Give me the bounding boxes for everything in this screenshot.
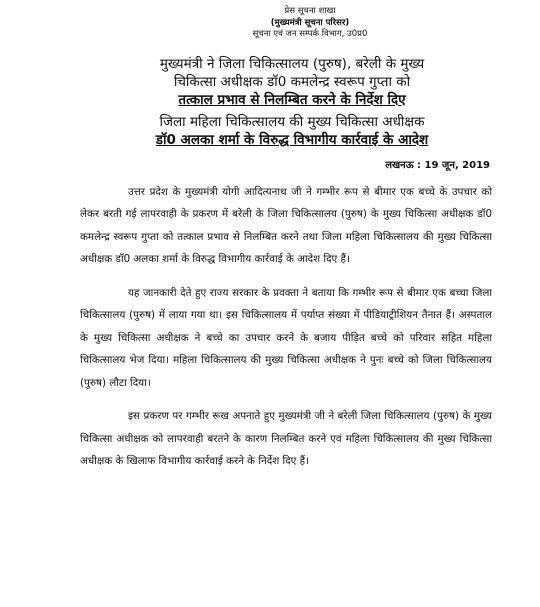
body-paragraph-1: उत्तर प्रदेश के मुख्यमंत्री योगी आदित्यनाथ जी ने गम्भीर रूप से बीमार एक बच्चे के उपचार को लेकर बरती गई लापरवाही के प्रकरण में बरेली के जिला चिकित्सालय (पुरुष) के मुख्य चिकित्सा अधीक्षक डॉ0 कमलेन्द्र स्वरूप गुप्ता को तत्काल प्रभाव से निलम्बित करने तथा जिला महिला चिकित्सालय की मुख्य चिकित्सा अधीक्षक डॉ0 अलका शर्मा के विरुद्ध विभागीय कार्रवाई के आदेश दिए हैं। — [80, 185, 492, 265]
letterhead-office: (मुख्यमंत्री सूचना परिसर) — [270, 17, 350, 28]
headline-line-2: चिकित्सा अधीक्षक डॉ0 कमलेन्द्र स्वरूप गुप्ता को — [173, 73, 411, 90]
subheadline — [62, 113, 522, 149]
headline-line-3: तत्काल प्रभाव से निलम्बित करने के निर्देश दिए — [178, 91, 406, 108]
headline — [62, 55, 522, 109]
letterhead — [110, 6, 510, 41]
dateline: लखनऊ : 19 जून, 2019 — [385, 159, 490, 171]
subheadline-line-2: डॉ0 अलका शर्मा के विरुद्ध विभागीय कार्रवाई के आदेश — [155, 131, 429, 148]
body-paragraph-3: इस प्रकरण पर गम्भीर रूख अपनाते हुए मुख्यमंत्री जी ने बरेली जिला चिकित्सालय (पुरुष) के मुख्य चिकित्सा अधीक्षक को लापरवाही बरतने के कारण निलम्बित करने एवं महिला चिकित्सालय की मुख्य चिकित्सा अधीक्षक के खिलाफ विभागीय कार्रवाई करने के निर्देश दिए हैं। — [80, 410, 492, 467]
subheadline-line-1: जिला महिला चिकित्सालय की मुख्य चिकित्सा अधीक्षक — [159, 113, 425, 130]
headline-line-1: मुख्यमंत्री ने जिला चिकित्सालय (पुरुष), बरेली के मुख्य — [159, 55, 425, 72]
letterhead-ministry: सूचना एवं जन सम्पर्क विभाग, उ0प्र0 — [252, 29, 368, 39]
body-paragraph-2: यह जानकारी देते हुए राज्य सरकार के प्रवक्ता ने बताया कि गम्भीर रूप से बीमार एक बच्चा जिला चिकित्सालय (पुरुष) में लाया गया था। इस चिकित्सालय में पर्याप्त संख्या में पीडियाट्रीशियन तैनात हैं। अस्पताल के मुख्य चिकित्सा अधीक्षक ने बच्चे का उपचार करने के बजाय पीड़ित बच्चे को परिवार सहित महिला चिकित्सालय भेज दिया। महिला चिकित्सालय की मुख्य चिकित्सा अधीक्षक ने पुनः बच्चे को जिला चिकित्सालय (पुरुष) लौटा दिया। — [80, 286, 492, 389]
letterhead-department: प्रेस सूचना शाखा — [284, 6, 336, 16]
